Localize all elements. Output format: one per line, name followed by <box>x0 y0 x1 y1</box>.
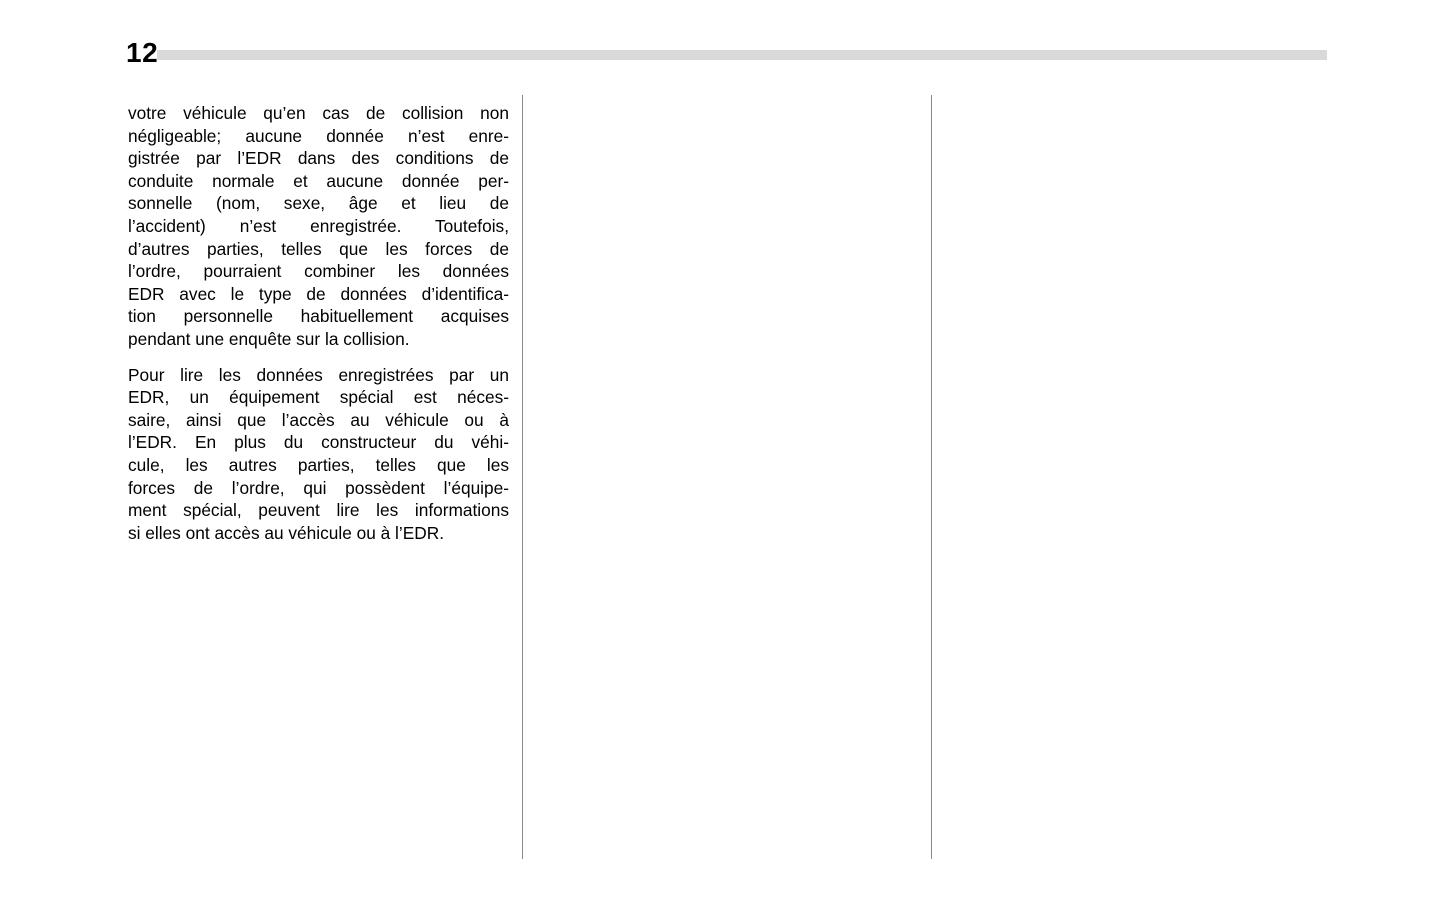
text-line: si elles ont accès au véhicule ou à l’EDR. <box>128 522 445 543</box>
text-line: gistrée par l’EDR dans des conditions de <box>128 148 509 169</box>
text-line: tion personnelle habituellement acquises <box>128 306 509 327</box>
text-line: cule, les autres parties, telles que les <box>128 454 509 475</box>
text-column-3 <box>946 102 1326 842</box>
paragraph-edr-recording-conditions <box>128 102 509 351</box>
text-line: conduite normale et aucune donnée per- <box>128 170 509 191</box>
text-line: négligeable; aucune donnée n’est enre- <box>128 125 509 146</box>
page-number: 12 <box>126 37 159 68</box>
text-line: Pour lire les données enregistrées par un <box>128 364 509 385</box>
column-divider-right <box>931 95 932 859</box>
text-line: ment spécial, peuvent lire les informations <box>128 500 509 521</box>
text-line: l’EDR. En plus du constructeur du véhi- <box>128 432 509 453</box>
text-line: d’autres parties, telles que les forces de <box>128 238 509 259</box>
text-line: saire, ainsi que l’accès au véhicule ou à <box>128 409 509 430</box>
text-column-2 <box>537 102 917 842</box>
paragraph-edr-reading-equipment <box>128 364 509 545</box>
text-line: EDR avec le type de données d’identifica- <box>128 283 509 304</box>
text-line: votre véhicule qu’en cas de collision non <box>128 103 509 123</box>
column-divider-left <box>522 95 523 859</box>
header-rule <box>157 50 1327 60</box>
text-line: sonnelle (nom, sexe, âge et lieu de <box>128 193 509 214</box>
text-line: forces de l’ordre, qui possèdent l’équipe- <box>128 477 509 498</box>
text-line: pendant une enquête sur la collision. <box>128 328 410 349</box>
text-line: l’accident) n’est enregistrée. Toutefois, <box>128 215 509 236</box>
text-column-1 <box>128 102 509 544</box>
text-line: l’ordre, pourraient combiner les données <box>128 261 509 282</box>
text-line: EDR, un équipement spécial est néces- <box>128 387 509 408</box>
